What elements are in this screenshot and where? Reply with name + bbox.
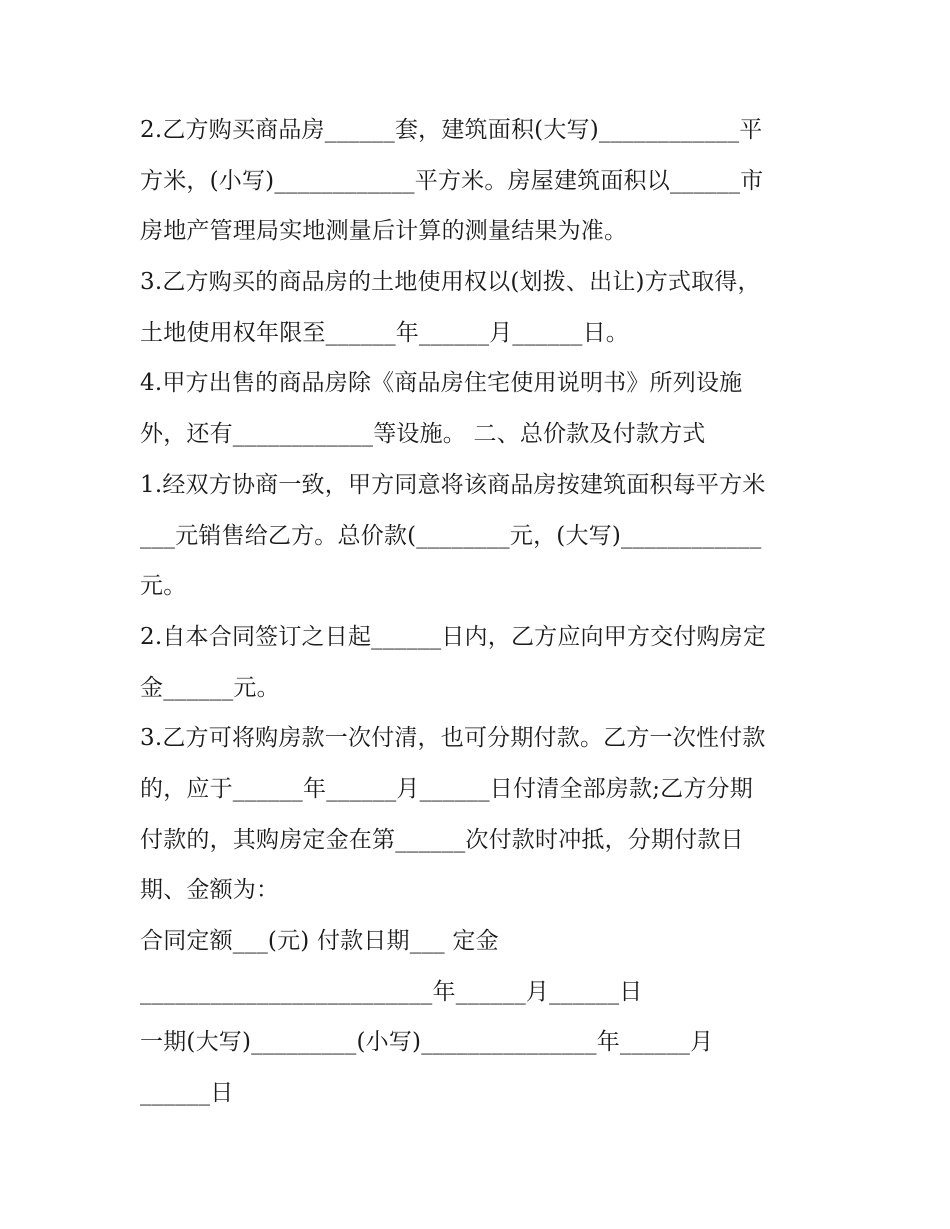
text-line: 2.自本合同签订之日起______日内，乙方应向甲方交付购房定 — [140, 623, 767, 650]
text-line: 元。 — [140, 573, 187, 600]
text-line: 房地产管理局实地测量后计算的测量结果为准。 — [140, 218, 628, 245]
text-line: 4.甲方出售的商品房除《商品房住宅使用说明书》所列设施 — [140, 370, 743, 397]
text-line: ___元销售给乙方。总价款(________元，(大写)____________ — [140, 522, 762, 549]
text-line: 3.乙方可将购房款一次付清，也可分期付款。乙方一次性付款 — [140, 725, 766, 752]
text-line: 1.经双方协商一致，甲方同意将该商品房按建筑面积每平方米 — [140, 471, 766, 498]
text-line: 的，应于______年______月______日付清全部房款;乙方分期 — [140, 775, 753, 802]
text-line: 付款的，其购房定金在第______次付款时冲抵，分期付款日 — [140, 826, 744, 853]
text-line: 方米，(小写)____________平方米。房屋建筑面积以______市 — [140, 167, 764, 194]
text-line: 外，还有____________等设施。 二、总价款及付款方式 — [140, 421, 706, 448]
text-line: 一期(大写)_________(小写)_______________年______月 — [140, 1029, 714, 1056]
text-line: 3.乙方购买的商品房的土地使用权以(划拨、出让)方式取得， — [140, 269, 761, 296]
text-line: 合同定额___(元) 付款日期___ 定金 — [140, 928, 499, 954]
text-line: _________________________年______月______日 — [140, 978, 643, 1005]
contract-page — [140, 105, 820, 1119]
text-line: ______日 — [140, 1080, 234, 1107]
text-line: 2.乙方购买商品房______套，建筑面积(大写)____________平 — [140, 117, 763, 143]
text-line: 期、金额为： — [140, 877, 280, 904]
text-line: 金______元。 — [140, 674, 280, 701]
text-line: 土地使用权年限至______年______月______日。 — [140, 319, 629, 346]
